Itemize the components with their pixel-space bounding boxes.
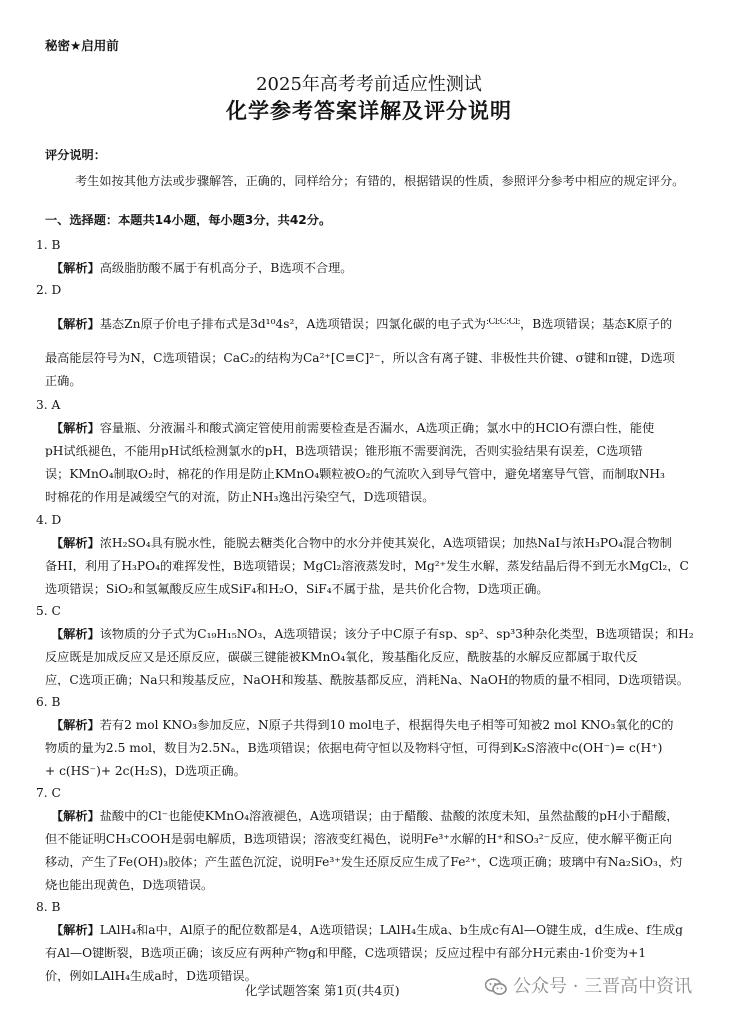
question-3-line-4: 时棉花的作用是减缓空气的对流，防止NH₃逸出污染空气，D选项错误。 <box>45 491 435 504</box>
section-heading: 一、选择题：本题共14小题，每小题3分，共42分。 <box>45 214 332 227</box>
question-3-explanation: 【解析】容量瓶、分液漏斗和酸式滴定管使用前需要检查是否漏水，A选项正确；氯水中的HClO有漂白性，能使 <box>51 422 655 435</box>
watermark-text: 公众号 · 三晋高中资讯 <box>513 976 693 997</box>
question-1-answer: 1. B <box>36 239 61 252</box>
question-6-answer: 6. B <box>36 696 61 709</box>
question-2-line-3: 正确。 <box>45 375 82 388</box>
question-5-line-2: 反应既是加成反应又是还原反应，碳碳三键能被KMnO₄氧化，羧基酯化反应，酰胺基的水解反应都属于取代反 <box>45 651 638 664</box>
question-3-line-2: pH试纸褪色，不能用pH试纸检测氯水的pH，B选项错误；锥形瓶不需要润洗，否则实验结果有误差，C选项错 <box>45 445 643 458</box>
exam-title: 2025年高考考前适应性测试 <box>256 74 482 95</box>
question-8-line-3: 价，例如LAlH₄生成a时，D选项错误。 <box>45 970 257 983</box>
question-5-line-3: 应，C选项正确；Na只和羧基反应，NaOH和羧基、酰胺基都反应，消耗Na、NaOH的物质的量不相同，D选项错误。 <box>45 674 689 687</box>
question-4-explanation: 【解析】浓H₂SO₄具有脱水性，能脱去糖类化合物中的水分并使其炭化，A选项错误；加热NaI与浓H₃PO₄混合物制 <box>51 537 672 550</box>
question-1-explanation: 【解析】高级脂肪酸不属于有机高分子，B选项不合理。 <box>51 262 353 275</box>
explanation-tag: 【解析】 <box>51 719 100 732</box>
question-3-line-3: 误；KMnO₄制取O₂时，棉花的作用是防止KMnO₄颗粒被O₂的气流吹入到导气管中，避免堵塞导气管，而制取NH₃ <box>45 468 665 481</box>
question-4-answer: 4. D <box>36 514 62 527</box>
page-footer: 化学试题答案 第1页(共4页) <box>245 983 400 998</box>
question-3-answer: 3. A <box>36 399 61 412</box>
question-2-explanation: 【解析】基态Zn原子价电子排布式是3d¹⁰4s²，A选项错误；四氯化碳的电子式为:Cl:C:Cl:，B选项错误；基态K原子的 <box>51 318 673 331</box>
question-7-line-4: 烧也能出现黄色，D选项错误。 <box>45 879 214 892</box>
explanation-tag: 【解析】 <box>51 628 100 641</box>
explanation-tag: 【解析】 <box>51 810 100 823</box>
question-2-line-2: 最高能层符号为N，C选项错误；CaC₂的结构为Ca²⁺[C≡C]²⁻，所以含有离子键、非极性共价键、σ键和π键，D选项 <box>45 352 675 365</box>
question-7-line-3: 移动，产生了Fe(OH)₃胶体；产生蓝色沉淀，说明Fe³⁺发生还原反应生成了Fe²⁺，C选项正确；玻璃中有Na₂SiO₃，灼 <box>45 856 683 869</box>
question-7-explanation: 【解析】盐酸中的Cl⁻也能使KMnO₄溶液褪色，A选项错误；由于醋酸、盐酸的浓度未知，虽然盐酸的pH小于醋酸， <box>51 810 679 823</box>
question-4-line-2: 备HI，利用了H₃PO₄的难挥发性，B选项错误；MgCl₂溶液蒸发时，Mg²⁺发生水解，蒸发结晶后得不到无水MgCl₂，C <box>45 560 689 573</box>
explanation-tag: 【解析】 <box>51 318 100 331</box>
grading-label: 评分说明： <box>45 149 106 162</box>
ccl4-electron-formula: :Cl:C:Cl: <box>485 318 521 327</box>
question-8-explanation: 【解析】LAlH₄和a中，Al原子的配位数都是4，A选项错误；LAlH₄生成a、b生成c有Al—O键生成，d生成e、f生成g <box>51 924 683 937</box>
grading-text: 考生如按其他方法或步骤解答，正确的，同样给分；有错的，根据错误的性质，参照评分参考中相应的规定评分。 <box>75 175 685 188</box>
question-7-answer: 7. C <box>36 787 61 800</box>
question-7-line-2: 但不能证明CH₃COOH是弱电解质，B选项错误；溶液变红褐色，说明Fe³⁺水解的H⁺和SO₃²⁻反应，使水解平衡正向 <box>45 833 672 846</box>
question-8-answer: 8. B <box>36 901 61 914</box>
explanation-tag: 【解析】 <box>51 262 100 275</box>
question-5-explanation: 【解析】该物质的分子式为C₁₉H₁₅NO₃，A选项错误；该分子中C原子有sp、sp²、sp³3种杂化类型，B选项错误；和H₂ <box>51 628 694 641</box>
question-4-line-3: 选项错误；SiO₂和氢氟酸反应生成SiF₄和H₂O，SiF₄不属于盐，是共价化合物，D选项正确。 <box>45 583 549 596</box>
question-6-explanation: 【解析】若有2 mol KNO₃参加反应，N原子共得到10 mol电子，根据得失电子相等可知被2 mol KNO₃氧化的C的 <box>51 719 674 732</box>
question-6-line-3: + c(HS⁻)+ 2c(H₂S)，D选项正确。 <box>45 765 246 778</box>
explanation-tag: 【解析】 <box>51 422 100 435</box>
explanation-tag: 【解析】 <box>51 537 100 550</box>
answer-title: 化学参考答案详解及评分说明 <box>226 99 512 123</box>
explanation-tag: 【解析】 <box>51 924 100 937</box>
question-8-line-2: 有Al—O键断裂，B选项正确；该反应有两种产物g和甲醛，C选项错误；反应过程中有部分H元素由-1价变为+1 <box>45 947 647 960</box>
confidential-label: 秘密★启用前 <box>45 38 119 53</box>
watermark <box>485 978 692 996</box>
question-5-answer: 5. C <box>36 605 61 618</box>
wechat-icon <box>485 978 507 996</box>
question-2-answer: 2. D <box>36 284 62 297</box>
question-6-line-2: 物质的量为2.5 mol，数目为2.5Nₐ，B选项错误；依据电荷守恒以及物料守恒，可得到K₂S溶液中c(OH⁻)= c(H⁺) <box>45 742 663 755</box>
